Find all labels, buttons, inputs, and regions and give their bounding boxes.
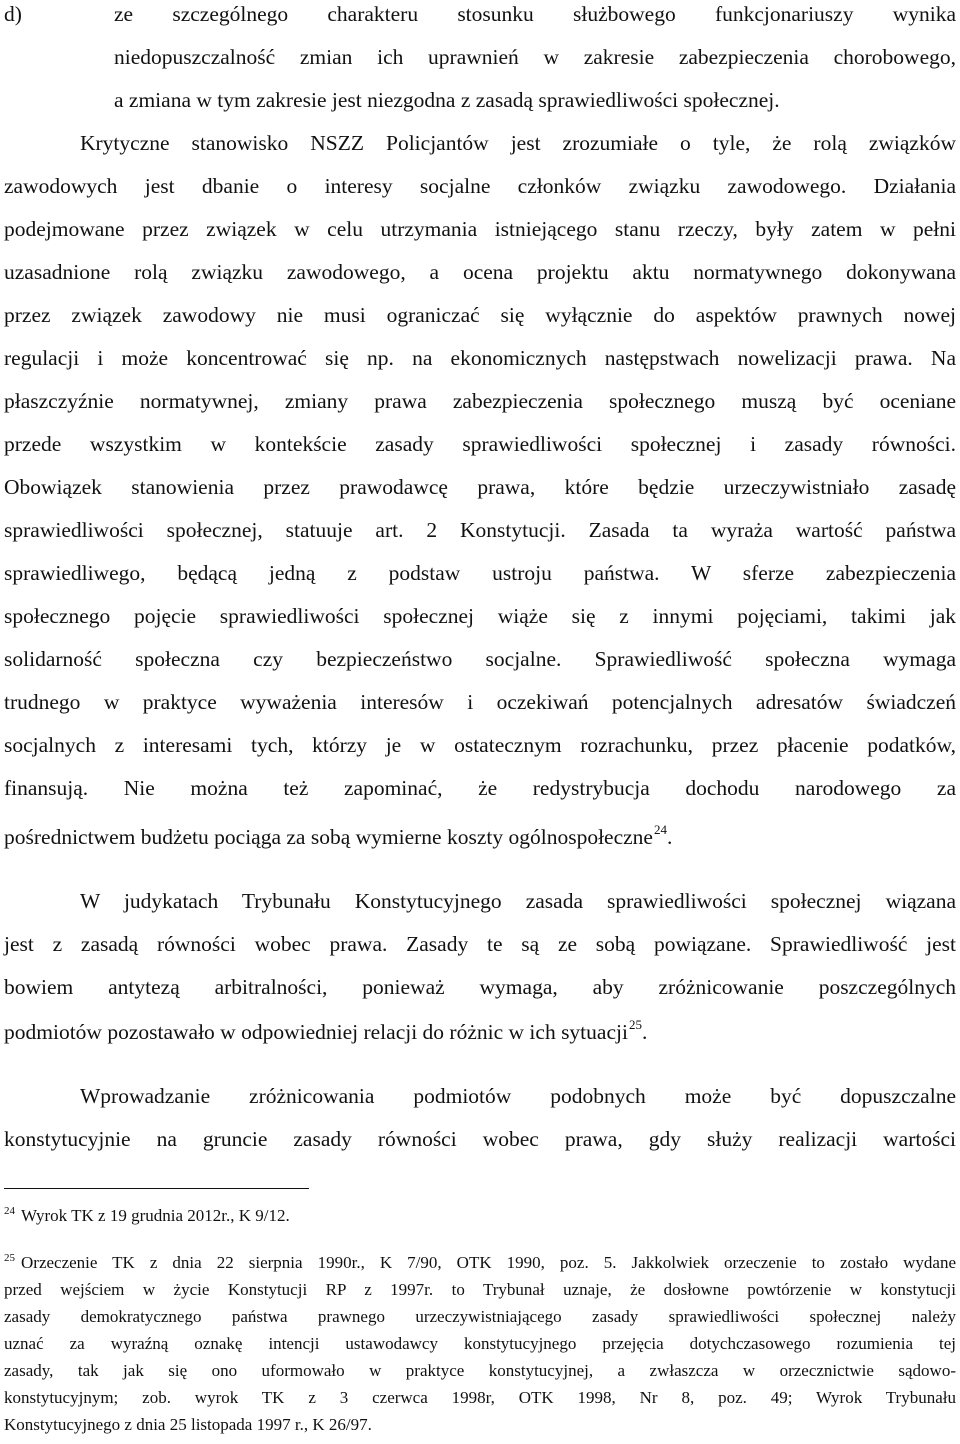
list-item-line: a zmiana w tym zakresie jest niezgodna z zasadą sprawiedliwości społecznej. [114,88,780,112]
paragraph-line: przede wszystkim w kontekście zasady sprawiedliwości społecznej i zasady równości. [4,432,956,456]
paragraph-line: socjalnych z interesami tych, którzy je w ostatecznym rozrachunku, przez płacenie podatków, [4,733,956,757]
paragraph-line: zawodowych jest dbanie o interesy socjalne członków związku zawodowego. Działania [4,174,956,198]
sentence-end: . [641,1020,648,1044]
footnote-line: zasady, tak jak się ono uformowało w praktyce konstytucyjnej, a zwłaszcza w orzecznictwie sądowo- [4,1361,956,1380]
paragraph-text: podmiotów pozostawało w odpowiedniej relacji do różnic w ich sytuacji [4,1020,628,1044]
footnote-line: przed wejściem w życie Konstytucji RP z 1997r. to Trybunał uznaje, że dosłowne powtórzenie w konstytucji [4,1280,956,1299]
paragraph-line: płaszczyźnie normatywnej, zmiany prawa zabezpieczenia społecznego muszą być oceniane [4,389,956,413]
paragraph-line: Obowiązek stanowienia przez prawodawcę prawa, które będzie urzeczywistniało zasadę [4,475,956,499]
footnote-reference[interactable]: 24 [653,822,667,837]
paragraph-line [4,1019,956,1045]
paragraph-line: Wprowadzanie zróżnicowania podmiotów podobnych może być dopuszczalne [80,1084,956,1108]
paragraph-line: podejmowane przez związek w celu utrzymania istniejącego stanu rzeczy, były zatem w pełni [4,217,956,241]
paragraph-line: społecznego pojęcie sprawiedliwości społecznej wiąże się z innymi pojęciami, takimi jak [4,604,956,628]
footnote-25 [4,1252,956,1274]
footnote-line: konstytucyjnym; zob. wyrok TK z 3 czerwca 1998r, OTK 1998, Nr 8, poz. 49; Wyrok Trybunału [4,1388,956,1407]
paragraph-line: bowiem antytezą arbitralności, ponieważ wymaga, aby zróżnicowanie poszczególnych [4,975,956,999]
paragraph-line: Krytyczne stanowisko NSZZ Policjantów jest zrozumiałe o tyle, że rolą związków [80,131,956,155]
document-page [4,0,956,1444]
footnote-number: 25 [4,1252,15,1264]
paragraph-line: regulacji i może koncentrować się np. na ekonomicznych następstwach nowelizacji prawa. Na [4,346,956,370]
paragraph-line: trudnego w praktyce wyważenia interesów i oczekiwań potencjalnych adresatów świadczeń [4,690,956,714]
paragraph-line: finansują. Nie można też zapominać, że redystrybucja dochodu narodowego za [4,776,956,800]
list-item-line: niedopuszczalność zmian ich uprawnień w zakresie zabezpieczenia chorobowego, [114,45,956,69]
paragraph-line: sprawiedliwości społecznej, statuuje art. 2 Konstytucji. Zasada ta wyraża wartość państwa [4,518,956,542]
paragraph-line: jest z zasadą równości wobec prawa. Zasady te są ze sobą powiązane. Sprawiedliwość jest [4,932,956,956]
footnote-separator [4,1188,309,1189]
footnote-reference[interactable]: 25 [628,1017,642,1032]
footnote-line: zasady demokratycznego państwa prawnego urzeczywistniającego zasady sprawiedliwości społecznej należy [4,1307,956,1326]
footnote-number: 24 [4,1205,15,1217]
paragraph-line: solidarność społeczna czy bezpieczeństwo socjalne. Sprawiedliwość społeczna wymaga [4,647,956,671]
sentence-end: . [666,825,673,849]
paragraph-line [4,824,956,850]
paragraph-line: sprawiedliwego, będącą jedną z podstaw ustroju państwa. W sferze zabezpieczenia [4,561,956,585]
footnote-text: Wyrok TK z 19 grudnia 2012r., K 9/12. [21,1206,290,1225]
footnote-text: Orzeczenie TK z dnia 22 sierpnia 1990r., K 7/90, OTK 1990, poz. 5. Jakkolwiek orzeczenie to zostało wydane [21,1253,956,1272]
paragraph-line: uzasadnione rolą związku zawodowego, a ocena projektu aktu normatywnego dokonywana [4,260,956,284]
paragraph-text: pośrednictwem budżetu pociąga za sobą wymierne koszty ogólnospołeczne [4,825,653,849]
paragraph-line: konstytucyjnie na gruncie zasady równości wobec prawa, gdy służy realizacji wartości [4,1127,956,1151]
footnote-line: Konstytucyjnego z dnia 25 listopada 1997 r., K 26/97. [4,1415,372,1434]
paragraph-line: przez związek zawodowy nie musi ograniczać się wyłącznie do aspektów prawnych nowej [4,303,956,327]
paragraph-line: W judykatach Trybunału Konstytucyjnego zasada sprawiedliwości społecznej wiązana [80,889,956,913]
footnote-24 [4,1205,956,1227]
footnote-line: uznać za wyraźną oznakę intencji ustawodawcy konstytucyjnego przejęcia dotychczasowego rozumienia tej [4,1334,956,1353]
list-item-line: ze szczególnego charakteru stosunku służbowego funkcjonariuszy wynika [114,2,956,26]
list-marker: d) [4,2,22,26]
